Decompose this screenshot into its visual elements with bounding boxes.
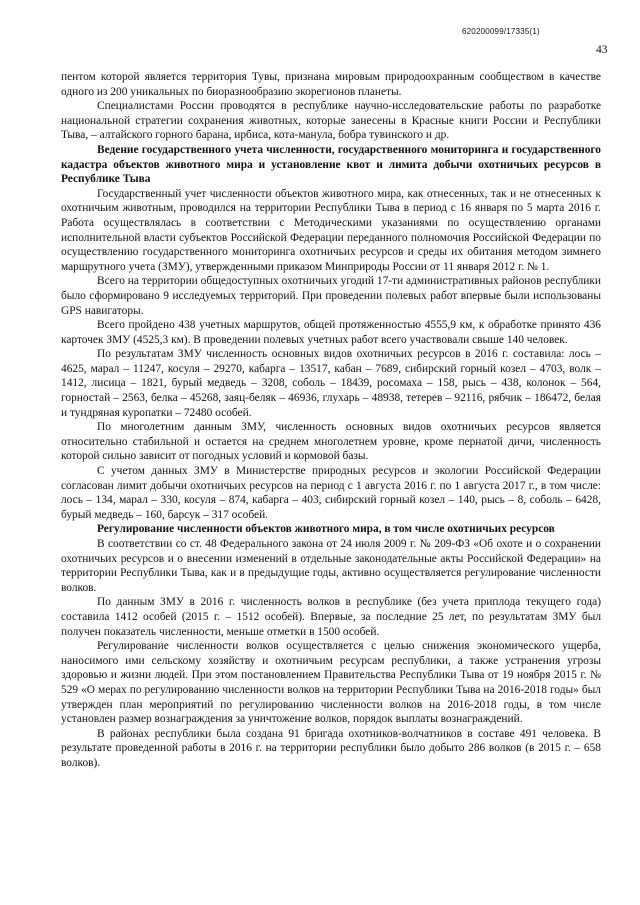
paragraph: Регулирование численности волков осуществляется с целью снижения экономического ущерба, наносимого ими сельскому хозяйству и охотничьим ресурсам республики, а также устранения угрозы здоровью и жизни людей. При этом постановлением Правительства Республики Тыва от 19 ноября 2015 г. № 529 «О мерах по регулированию численности волков на территории Республики Тыва на 2016-2018 годы» был утвержден план мероприятий по регулированию численности волков на 2016-2018 годы, в том числе установлен размер вознаграждения за уничтожение волков, порядок выплаты вознаграждений. bbox=[61, 640, 601, 726]
paragraph: В соответствии со ст. 48 Федерального закона от 24 июля 2009 г. № 209-ФЗ «Об охоте и о сохранении охотничьих ресурсов и о внесении изменений в отдельные законодательные акты Российской Федерации» на территории Республики Тыва, как и в предыдущие годы, активно осуществляется регулирование численности волков. bbox=[61, 538, 601, 594]
page-number: 43 bbox=[596, 44, 608, 56]
paragraph: пентом которой является территория Тувы, признана мировым природоохранным сообществом в качестве одного из 200 уникальных по биоразнообразию экорегионов планеты. bbox=[61, 71, 601, 98]
paragraph: С учетом данных ЗМУ в Министерстве природных ресурсов и экологии Российской Федерации согласован лимит добычи охотничьих ресурсов на период с 1 августа 2016 г. по 1 августа 2017 г., в том числе: лось – 134, марал – 330, косуля – 874, кабарга – 403, сибирский горный козел – 140, рысь – 8, соболь – 6428, бурый медведь – 160, барсук – 317 особей. bbox=[61, 465, 601, 521]
paragraph: В районах республики была создана 91 бригада охотников-волчатников в составе 491 человека. В результате проведенной работы в 2016 г. на территории республики было добыто 286 волков (в 2015 г. – 658 волков). bbox=[61, 727, 601, 769]
paragraph: Специалистами России проводятся в республике научно-исследовательские работы по разработке национальной стратегии сохранения животных, которые занесены в Красные книги России и Республики Тыва, – алтайского горного барана, ирбиса, кота-манула, бобра тувинского и др. bbox=[61, 100, 601, 142]
paragraph: По данным ЗМУ в 2016 г. численность волков в республике (без учета приплода текущего года) составила 1412 особей (2015 г. – 1512 особей). Впервые, за последние 25 лет, по результатам ЗМУ был получен показатель численности, меньше отметки в 1500 особей. bbox=[61, 596, 601, 638]
paragraph: По результатам ЗМУ численность основных видов охотничьих ресурсов в 2016 г. составила: лось – 4625, марал – 11247, косуля – 29270, кабарга – 13517, кабан – 7689, сибирский горный козел – 4703, волк – 1412, лисица – 1821, бурый медведь – 3208, соболь – 18439, росомаха – 158, рысь – 438, колонок – 564, горностай – 2563, белка – 45268, заяц-беляк – 46936, глухарь – 48938, тетерев – 92116, рябчик – 186472, белая и тундряная куропатки – 72480 особей. bbox=[61, 348, 601, 419]
paragraph: Государственный учет численности объектов животного мира, как отнесенных, так и не отнесенных к охотничьим животным, проводился на территории Республики Тыва в период с 16 января по 5 марта 2016 г. Работа осуществлялась в соответствии с Методическими указаниями по осуществлению органами исполнительной власти субъектов Российской Федерации переданного полномочия Российской Федерации по осуществлению государственного мониторинга охотничьих ресурсов и среды их обитания методом зимнего маршрутного учета (ЗМУ), утвержденными приказом Минприроды России от 11 января 2012 г. № 1. bbox=[61, 187, 601, 273]
paragraph: Всего пройдено 438 учетных маршрутов, общей протяженностью 4555,9 км, к обработке принято 436 карточек ЗМУ (4525,3 км). В проведении полевых учетных работ всего участвовали свыше 140 человек. bbox=[61, 319, 601, 346]
document-id: 620200099/17335(1) bbox=[462, 27, 540, 36]
document-body bbox=[61, 70, 601, 771]
section-heading: Ведение государственного учета численности, государственного мониторинга и государственного кадастра объектов животного мира и установление квот и лимита добычи охотничьих ресурсов в Республике Тыва bbox=[61, 143, 601, 186]
paragraph: По многолетним данным ЗМУ, численность основных видов охотничьих ресурсов является относительно стабильной и остается на среднем многолетнем уровне, кроме пернатой дичи, численность которой сильно зависит от погодных условий и кормовой базы. bbox=[61, 421, 601, 463]
paragraph: Всего на территории общедоступных охотничьих угодий 17-ти административных районов республики было сформировано 9 исследуемых территорий. При проведении полевых работ впервые были использованы GPS навигаторы. bbox=[61, 275, 601, 317]
section-heading: Регулирование численности объектов животного мира, в том числе охотничьих ресурсов bbox=[97, 523, 555, 536]
